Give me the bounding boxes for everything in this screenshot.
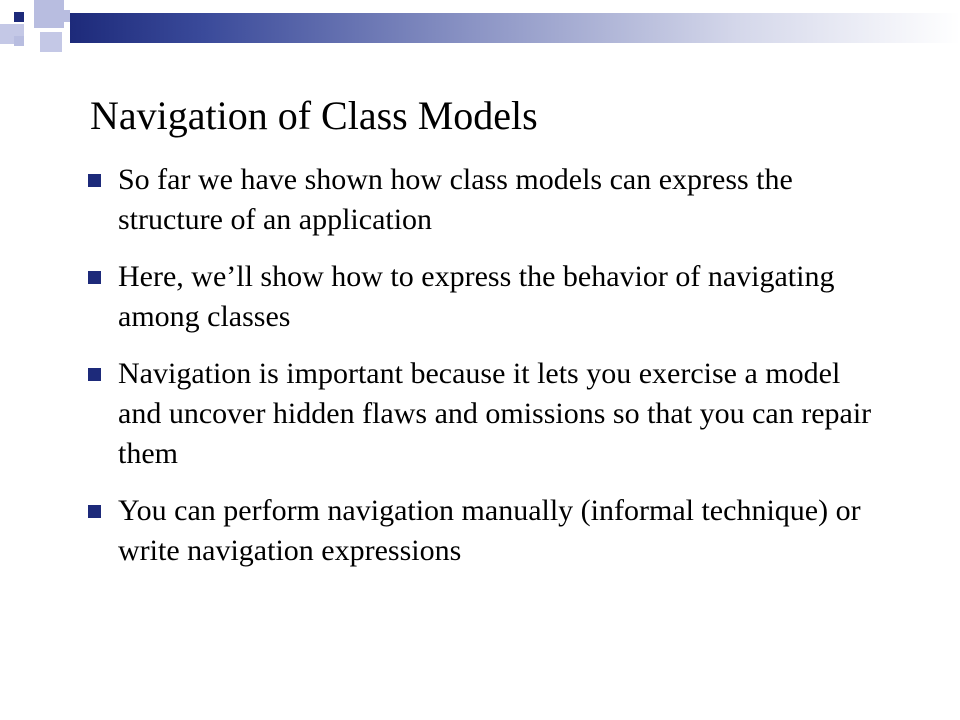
decorative-square [14, 36, 24, 46]
square-bullet-icon [88, 174, 101, 187]
bullet-text: You can perform navigation manually (informal technique) or write navigation expressions [118, 494, 861, 567]
decorative-square [40, 32, 62, 52]
header-gradient-bar [70, 13, 960, 43]
bullet-text: Navigation is important because it lets you exercise a model and uncover hidden flaws and omissions so that you can repair them [118, 357, 872, 470]
bullet-list [88, 160, 888, 588]
decorative-square [58, 10, 70, 22]
bullet-item [88, 160, 888, 240]
square-bullet-icon [88, 368, 101, 381]
decorative-square [14, 12, 24, 22]
slide-title: Navigation of Class Models [90, 93, 538, 138]
bullet-item [88, 257, 888, 337]
square-bullet-icon [88, 505, 101, 518]
bullet-text: So far we have shown how class models can express the structure of an application [118, 163, 793, 236]
bullet-text: Here, we’ll show how to express the behavior of navigating among classes [118, 260, 835, 333]
bullet-item [88, 491, 888, 571]
square-bullet-icon [88, 271, 101, 284]
bullet-item [88, 354, 888, 474]
